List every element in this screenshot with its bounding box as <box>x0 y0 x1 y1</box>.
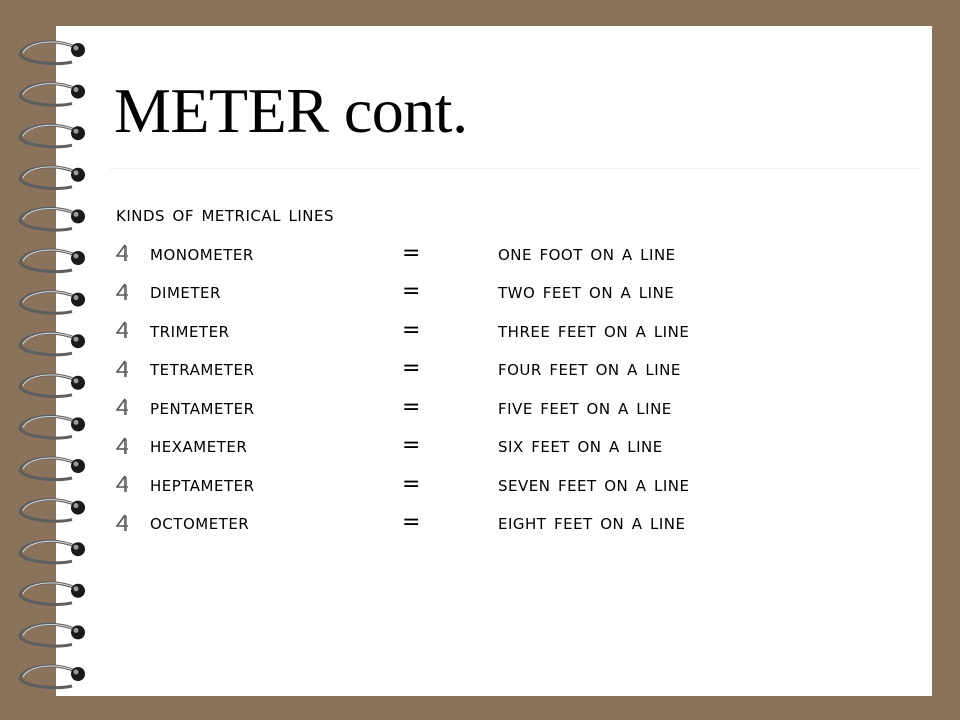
list-item <box>116 504 906 543</box>
binding-ring <box>20 125 85 147</box>
meter-definition: seven feet on a line <box>498 471 690 497</box>
meter-definition: eight feet on a line <box>498 510 686 536</box>
numeral-four-icon <box>116 360 150 378</box>
meter-term: octometer <box>150 510 250 536</box>
meter-definition: two feet on a line <box>498 279 675 305</box>
list-item <box>116 311 906 350</box>
meter-term: hexameter <box>150 433 248 459</box>
numeral-four-icon <box>116 244 150 262</box>
numeral-four-icon <box>116 514 150 532</box>
subheading: kinds of metrical lines <box>116 202 334 227</box>
binding-ring <box>20 292 85 314</box>
equals-sign: = <box>402 356 421 382</box>
binding-ring <box>20 250 85 272</box>
title-divider <box>110 168 920 169</box>
binding-ring <box>20 42 85 64</box>
equals-sign: = <box>402 394 421 420</box>
numeral-four-icon <box>116 283 150 301</box>
binding-ring <box>20 375 85 397</box>
numeral-four-icon <box>116 321 150 339</box>
page-title: METER cont. <box>114 75 468 146</box>
meter-definition: four feet on a line <box>498 356 681 382</box>
list-item <box>116 465 906 504</box>
equals-sign: = <box>402 471 421 497</box>
binding-ring <box>20 167 85 189</box>
equals-sign: = <box>402 433 421 459</box>
binding-ring <box>20 208 85 230</box>
binding-ring <box>20 458 85 480</box>
list-item <box>116 388 906 427</box>
binding-ring <box>20 541 85 563</box>
meter-term: heptameter <box>150 471 255 497</box>
numeral-four-icon <box>116 475 150 493</box>
spiral-binding <box>0 0 110 720</box>
equals-sign: = <box>402 240 421 266</box>
binding-ring <box>20 416 85 438</box>
meter-definition: three feet on a line <box>498 317 690 343</box>
meter-definition: one foot on a line <box>498 240 676 266</box>
meter-term: tetrameter <box>150 356 255 382</box>
equals-sign: = <box>402 317 421 343</box>
binding-ring <box>20 333 85 355</box>
equals-sign: = <box>402 510 421 536</box>
meter-definition: five feet on a line <box>498 394 672 420</box>
equals-sign: = <box>402 279 421 305</box>
list-item <box>116 234 906 273</box>
binding-ring <box>20 666 85 688</box>
binding-ring <box>20 583 85 605</box>
content-list <box>116 196 906 542</box>
meter-definition: six feet on a line <box>498 433 663 459</box>
numeral-four-icon <box>116 398 150 416</box>
list-item <box>116 350 906 389</box>
binding-ring <box>20 84 85 106</box>
list-item <box>116 273 906 312</box>
list-item <box>116 427 906 466</box>
binding-ring <box>20 500 85 522</box>
meter-term: pentameter <box>150 394 255 420</box>
meter-term: monometer <box>150 240 254 266</box>
meter-list <box>116 234 906 542</box>
numeral-four-icon <box>116 437 150 455</box>
meter-term: dimeter <box>150 279 221 305</box>
meter-term: trimeter <box>150 317 230 343</box>
binding-ring <box>20 624 85 646</box>
